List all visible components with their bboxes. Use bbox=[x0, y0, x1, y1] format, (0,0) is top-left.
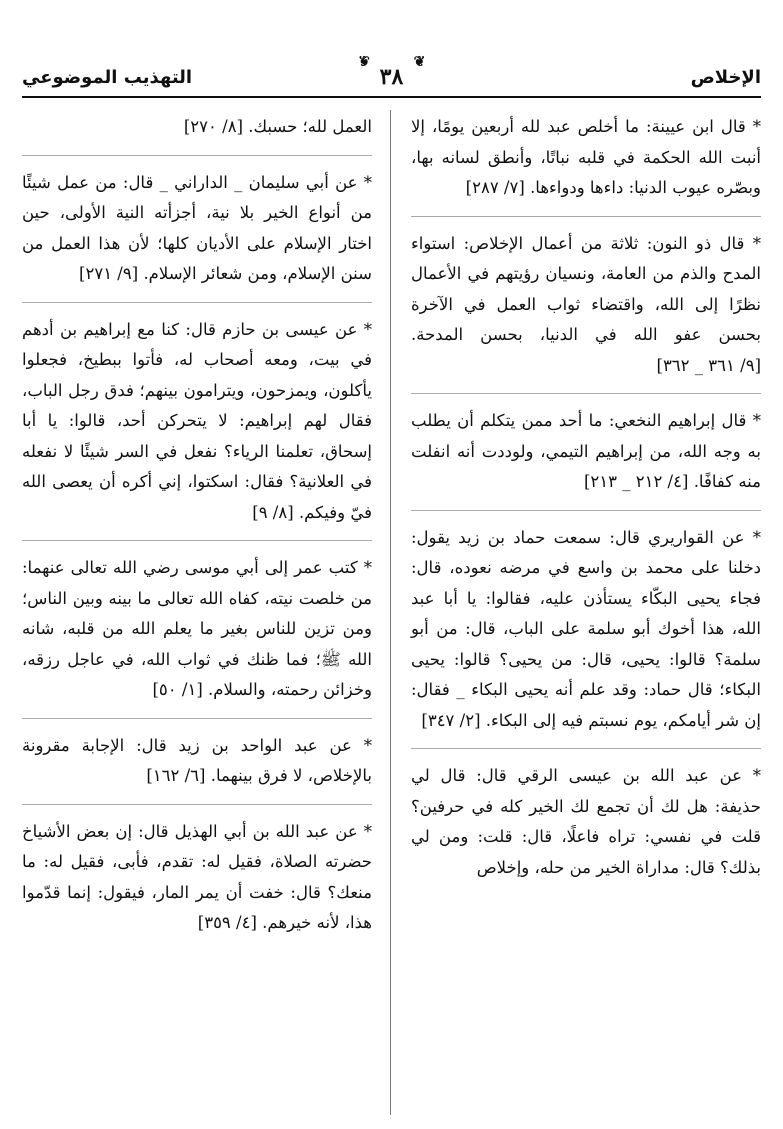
column-divider bbox=[390, 110, 391, 1115]
chapter-title: الإخلاص bbox=[690, 67, 761, 88]
left-column bbox=[22, 112, 372, 963]
entry-reference: [٨/ ٩] bbox=[252, 502, 294, 522]
entry-reference: [٤/ ٢١٢ _ ٢١٣] bbox=[583, 472, 689, 491]
page-number: ❦ ٣٨ ❦ bbox=[360, 64, 424, 90]
entry-text: * عن عيسى بن حازم قال: كنا مع إبراهيم بن أدهم في بيت، ومعه أصحاب له، فأتوا ببطيخ، فجعلوا يأكلون، ويمزحون، ويترامون بينهم؛ فدق رجل الباب، فقال لهم إبراهيم: لا يتحركن أحد، قالوا: يا أبا إسحاق، تعلمنا الرياء؟ نفعل في السر شيئًا لا نفعله في العلانية؟ فقال: اسكتوا، إني أكره أن يعصى الله فيّ وفيكم. bbox=[22, 319, 372, 522]
entry-text: * عن عبد الواحد بن زيد قال: الإجابة مقرونة بالإخلاص، لا فرق بينهما. bbox=[22, 735, 372, 785]
entry-text: * عن عبد الله بن أبي الهذيل قال: إن بعض الأشياخ حضرته الصلاة، فقيل له: تقدم، فأبى، فقيل له: ما منعك؟ قال: خفت أن يمر المار، فيقول: إنما قدّموا هذا، لأنه خيرهم. bbox=[22, 821, 372, 932]
narration-entry bbox=[22, 112, 372, 156]
entry-text: * قال إبراهيم النخعي: ما أحد ممن يتكلم أن يطلب به وجه الله، من إبراهيم التيمي، ولوددت أنه انفلت منه كفافًا. bbox=[411, 411, 761, 491]
entry-reference: [٧/ ٢٨٧] bbox=[465, 178, 525, 197]
running-header bbox=[22, 52, 761, 98]
entry-reference: [٤/ ٣٥٩] bbox=[197, 913, 257, 932]
entry-reference: [٦/ ١٦٢] bbox=[146, 766, 206, 785]
narration-entry bbox=[411, 112, 761, 217]
narration-entry bbox=[22, 168, 372, 303]
entry-reference: [٨/ ٢٧٠] bbox=[183, 117, 244, 136]
narration-entry bbox=[22, 553, 372, 719]
entry-text: * عن أبي سليمان _ الداراني _ قال: من عمل شيئًا من أنواع الخير بلا نية، أجزأته النية الأولى، حين اختار الإسلام على الأديان كلها؛ لأن هذا العمل من سنن الإسلام، ومن شعائر الإسلام. bbox=[22, 172, 372, 283]
entry-text: * عن عبد الله بن عيسى الرقي قال: قال لي حذيفة: هل لك أن تجمع لك الخير كله في حرفين؟ قلت في نفسي: تراه فاعلًا، قال: قلت: ومن لي بذلك؟ قال: مداراة الخير من حله، وإخلاص bbox=[411, 766, 761, 877]
narration-entry bbox=[22, 731, 372, 805]
entry-reference: [٢/ ٣٤٧] bbox=[421, 710, 481, 730]
book-title: التهذيب الموضوعي bbox=[22, 67, 193, 88]
entry-text: * كتب عمر إلى أبي موسى رضي الله تعالى عنهما: من خلصت نيته، كفاه الله تعالى ما بينه وبين الناس؛ ومن تزين للناس بغير ما يعلم الله من قلبه، شانه الله ﷺ؛ فما ظنك في ثواب الله، في عاجل رزقه، وخزائن رحمته، والسلام. bbox=[22, 558, 372, 699]
entry-text: العمل لله؛ حسبك. bbox=[248, 117, 372, 136]
narration-entry bbox=[411, 761, 761, 895]
narration-entry bbox=[22, 315, 372, 542]
narration-entry bbox=[411, 406, 761, 511]
narration-entry bbox=[411, 229, 761, 395]
narration-entry bbox=[411, 523, 761, 750]
entry-text: * قال ذو النون: ثلاثة من أعمال الإخلاص: استواء المدح والذم من العامة، ونسيان رؤيتهم في الأعمال نظرًا إلى الله، واقتضاء ثواب العمل في الآخرة بحسن عفو الله في الدنيا، بحسن المدحة. bbox=[411, 233, 761, 344]
entry-reference: [٩/ ٣٦١ _ ٣٦٢] bbox=[656, 355, 761, 375]
narration-entry bbox=[22, 817, 372, 951]
right-column bbox=[411, 112, 761, 907]
entry-reference: [٩/ ٢٧١] bbox=[79, 264, 139, 283]
entry-text: * عن القواريري قال: سمعت حماد بن زيد يقول: دخلنا على محمد بن واسع في مرضه نعوده، قال: فجاء يحيى البكّاء يستأذن عليه، فقالوا: يا أبا عبد الله، هذا أخوك أبو سلمة على الباب، قال: من أبو سلمة؟ قالوا: يحيى، قال: من يحيى؟ قالوا: يحيى البكاء؛ قال حماد: وقد علم أنه يحيى البكاء _ فقال: إن شر أيامكم، يوم نسبتم فيه إلى البكاء. bbox=[411, 527, 761, 730]
entry-text: * قال ابن عيينة: ما أخلص عبد لله أربعين يومًا، إلا أنبت الله الحكمة في قلبه نباتًا، وأنطق لسانه بها، وبصّره عيوب الدنيا: داءها ودواءها. bbox=[411, 117, 761, 197]
entry-reference: [١/ ٥٠] bbox=[152, 680, 203, 699]
